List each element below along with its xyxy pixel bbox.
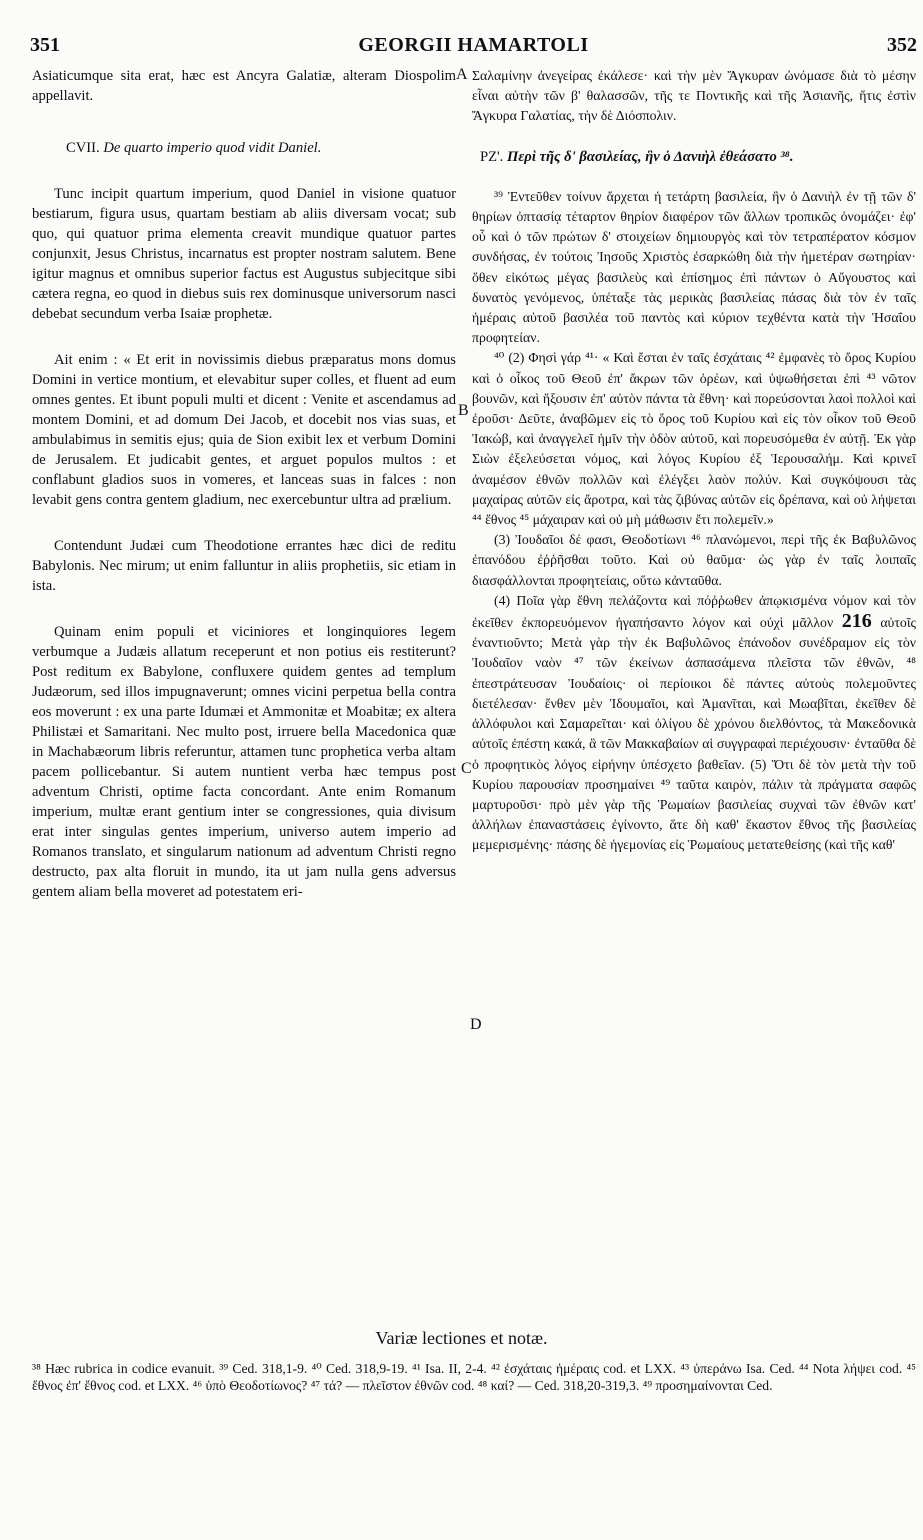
- margin-letter-a: A: [456, 66, 468, 83]
- latin-paragraph: Contendunt Judæi cum Theodotione errantes hæc dici de reditu Babylonis. Nec mirum; ut enim falluntur in aliis prophetiis, sic etiam in ista.: [32, 538, 456, 594]
- margin-letter-d: D: [470, 1016, 482, 1033]
- notes-title: Variæ lectiones et notæ.: [375, 1328, 548, 1348]
- latin-paragraph: Ait enim : « Et erit in novissimis diebus præparatus mons domus Domini in vertice montium, et elevabitur super colles, et fluent ad eum omnes gentes. Et ibunt populi multi et dicent : Venite et ascendamus ad montem Domini, et ad domum Dei Jacob, et docebit nos vias suas, et ambulabimus in semitis ejus; quia de Sion exibit lex et verbum Domini de Jerusalem. Et judicabit gentes, et arguet populos multos : et conflabunt gladios suos in vomeres, et lanceas suas in falces : non levabit gens contra gentem gladium, nec exercebuntur ultra ad prælium.: [32, 352, 456, 508]
- running-header: [30, 34, 917, 58]
- running-title: GEORGII HAMARTOLI: [358, 34, 589, 56]
- latin-column: [32, 66, 456, 902]
- margin-letter-b: B: [458, 402, 469, 419]
- footnotes: [32, 1360, 916, 1394]
- greek-chapter-heading: [472, 147, 916, 167]
- greek-paragraph: ⁴⁰ (2) Φησὶ γάρ ⁴¹· « Καὶ ἔσται ἐν ταῖς ἐσχάταις ⁴² ἐμφανὲς τὸ ὄρος Κυρίου καὶ ὁ οἶκος τοῦ Θεοῦ ἐπ' ἄκρων τῶν ὀρέων, καὶ ὑψωθήσεται ἐπὶ ⁴³ νῶτον βουνῶν, καὶ ἥξουσιν ἐπ' αὐτὸν πάντα τὰ ἔθνη· καὶ πορεύσονται λαοὶ πολλοὶ καὶ ἐροῦσι· Δεῦτε, ἀναβῶμεν εἰς τὸ ὄρος τοῦ Κυρίου καὶ εἰς τὸν οἶκον τοῦ Θεοῦ Ἰακώβ, καὶ ἀναγγελεῖ ἡμῖν τὴν ὁδὸν αὐτοῦ, καὶ πορευσόμεθα ἐν αὐτῇ. Ἐκ γὰρ Σιὼν ἐξελεύσεται νόμος, καὶ λόγος Κυρίου ἐξ Ἱερουσαλήμ. Καὶ κρινεῖ ἀναμέσον ἐθνῶν πολλῶν καὶ ἐλέγξει λαὸν πολύν. Καὶ συγκόψουσι τὰς μαχαίρας αὐτῶν εἰς ἄροτρα, καὶ τὰς ζιβύνας αὐτῶν εἰς δρέπανα, καὶ οὐ λήψεται ⁴⁴ ἔθνος ⁴⁵ μάχαιραν καὶ οὐ μὴ μάθωσιν ἔτι πολεμεῖν.»: [472, 350, 916, 528]
- greek-paragraph-part: αὐτοῖς ἐναντιοῦντο; Μετὰ γὰρ τὴν ἐκ Βαβυλῶνος ἐπάνοδον συνέδραμον εἰς τὸν Ἰουδαῖον ναὸν ⁴⁷ τῶν ἐκείνων ἀσπασάμενα πλεῖστα τῶν ἐθνῶν, ⁴⁸ ἐπεστράτευσαν Ἰουδαίοις· οἱ περίοικοι δὲ πάντες αὐτοὺς πολεμοῦντες διετέλεσαν· ἔνθεν μὲν Ἰδουμαῖοι, καὶ Ἀμανῖται, καὶ Μωαβῖται, ἐκεῖθεν δὲ ἀλλόφυλοι καὶ Σαμαρεῖται· καὶ ὀλίγου δὲ χρόνου διελθόντος, τὰ Μακεδονικὰ αὐτοῖς ἐπέστη κακά, ἃ τῶν Μακκαβαίων αἱ συγγραφαὶ περιέχουσιν· ἐνταῦθα δὲ ὁ προφητικὸς λόγος εἰρήνην ὑπέσχετο βαθεῖαν. (5) Ὅτι δὲ τὸν μετὰ τὴν τοῦ Κυρίου παρουσίαν προσημαίνει ⁴⁹ ταῦτα καιρὸν, πάλιν τὰ πράγματα σαφῶς μαρτυροῦσι· πρὸ μὲν γὰρ τῆς Ῥωμαίων βασιλείας συχναὶ τῶν ἐθνῶν κατ' ἀλλήλων ἐπαναστάσεις ἐγίνοντο, ἅτε δὴ καθ' ἕκαστον ἔθνος τῆς βασιλείας μεμερισμένης· πάσης δὲ ἡγεμονίας εἰς Ῥωμαίους μετατεθείσης (καὶ τῆς καθ': [472, 615, 916, 853]
- greek-paragraph: ³⁹ Ἐντεῦθεν τοίνυν ἄρχεται ἡ τετάρτη βασιλεία, ἣν ὁ Δανιὴλ ἐν τῇ τῶν δ' θηρίων ὀπτασίᾳ τέταρτον θηρίον διαφέρον τῶν ἄλλων τροπικῶς ὀνομάζει· ἐφ' οὗ καὶ ὁ τῶν πρώτων δ' στοιχείων δημιουργὸς καὶ τὸν τετραπέρατον κόσμον συνδήσας, ἐν τούτοις Ἰησοῦς Χριστὸς ἐσαρκώθη διὰ τὴν ἡμετέραν σωτηρίαν· ὅθεν εἰκότως μέγας βασιλεὺς καὶ ἐπίσημος ἐπὶ πάντων ὁ Αὔγουστος καὶ δυνατὸς γενόμενος, ὑπέταξε τὰς μερικὰς βασιλείας πάσας διὰ τὸν ἐν ταῖς ἡμέραις αὐτοῦ βασιλέα τοῦ παντὸς καὶ κύριον τεχθέντα κατὰ τὴν Ἡσαΐου προφητείαν.: [472, 188, 916, 346]
- greek-chapter-title: Περὶ τῆς δ' βασιλείας, ἣν ὁ Δανιὴλ ἐθεάσατο ³⁸.: [506, 148, 794, 165]
- latin-intro: Asiaticumque sita erat, hæc est Ancyra Galatiæ, alteram Diospolim appellavit.: [32, 68, 456, 104]
- latin-chapter-number: CVII.: [66, 140, 100, 156]
- greek-intro: Σαλαμίνην ἀνεγείρας ἐκάλεσε· καὶ τὴν μὲν Ἄγκυραν ὠνόμασε διὰ τὸ μέσην εἶναι αὐτὴν τῶν β' θαλασσῶν, τῆς τε Ποντικῆς καὶ τῆς Ἀσιανῆς, ἥτις ἐστὶν Ἄγκυρα Γαλατίας, τὴν δὲ Διόσπολιν.: [472, 68, 916, 124]
- column-marker-number: 216: [841, 610, 872, 633]
- latin-paragraph: Quinam enim populi et viciniores et longinquiores legem verbumque a Judæis allatum receperunt et non potius eis restiterunt? Post reditum ex Babylone, confluxere quidem gentes ad templum Judæorum, sed illos impugnaverunt; omnes vicini perpetua bella contra eos moverunt : ex una parte Idumæi et Ammonitæ et Moabitæ; ex altera Philistæi et Samaritani. Nec multo post, irruere bella Macedonica quæ in Machabæorum libris referuntur, attamen tunc prophetica verba altam pacem pollicebantur. Si autem nuntient verba hæc tempus post adventum Christi, optime facta concordant. Ante enim Romanum imperium, multæ erant gentium inter se congressiones, quia divisum erat inter singulas gentes imperium, universo autem imperio ad Romanos translato, et singularum nationum ad adventum Christi regno destructo, pax alta floruit in mundo, ita ut jam nulla gens adversus gentem aliam bella moveret ad potestatem eri-: [32, 624, 456, 900]
- page-number-right: 352: [887, 34, 917, 56]
- latin-chapter-heading: [32, 138, 456, 158]
- margin-letter-c: C: [461, 760, 472, 777]
- greek-paragraph: (3) Ἰουδαῖοι δέ φασι, Θεοδοτίωνι ⁴⁶ πλανώμενοι, περὶ τῆς ἐκ Βαβυλῶνος ἐπανόδου ἐῤῥῆσθαι τοῦτο. Καὶ οὐ θαῦμα· ὡς γὰρ ἐν ταῖς λοιπαῖς διασφάλλονται προφητείαις, οὕτω κἀνταῦθα.: [472, 532, 916, 588]
- greek-column: [472, 66, 916, 856]
- greek-chapter-number: ΡΖ'.: [480, 148, 504, 165]
- greek-paragraph: [472, 591, 916, 856]
- latin-chapter-title: De quarto imperio quod vidit Daniel.: [103, 140, 322, 156]
- latin-paragraph: Tunc incipit quartum imperium, quod Daniel in visione quatuor bestiarum, figura usus, quartam bestiam ab aliis diversam vocat; sub quo, qui quatuor prima elementa creavit mundique quatuor partes conjunxit, Jesus Christus, incarnatus est propter nostram salutem. Bene igitur magnus et omnibus superior factus est Augustus subjecitque sibi cætera regna, eo quod in diebus suis rex dominusque universorum nasci debebat secundum verba Isaiæ prophetæ.: [32, 186, 456, 322]
- footnotes-text: ³⁸ Hæc rubrica in codice evanuit. ³⁹ Ced. 318,1-9. ⁴⁰ Ced. 318,9-19. ⁴¹ Isa. II, 2-4. ⁴² ἐσχάταις ἡμέραις cod. et LXX. ⁴³ ὑπεράνω Isa. Ced. ⁴⁴ Nota λήψει cod. ⁴⁵ ἔθνος ἐπ' ἔθνος cod. et LXX. ⁴⁶ ὑπὸ Θεοδοτίωνος? ⁴⁷ τά? — πλεῖστον ἐθνῶν cod. ⁴⁸ καί? — Ced. 318,20-319,3. ⁴⁹ προσημαίνονται Ced.: [32, 1361, 916, 1393]
- greek-paragraph-part: (4) Ποῖα γὰρ ἔθνη πελάζοντα καὶ πόῤῥωθεν ἀπῳκισμένα νόμον καὶ τὸν ἐκεῖθεν ἐκπορευόμενον ἠγαπήσαντο λόγον καὶ οὐχὶ μᾶλλον: [472, 592, 916, 631]
- page-number-left: 351: [30, 34, 60, 56]
